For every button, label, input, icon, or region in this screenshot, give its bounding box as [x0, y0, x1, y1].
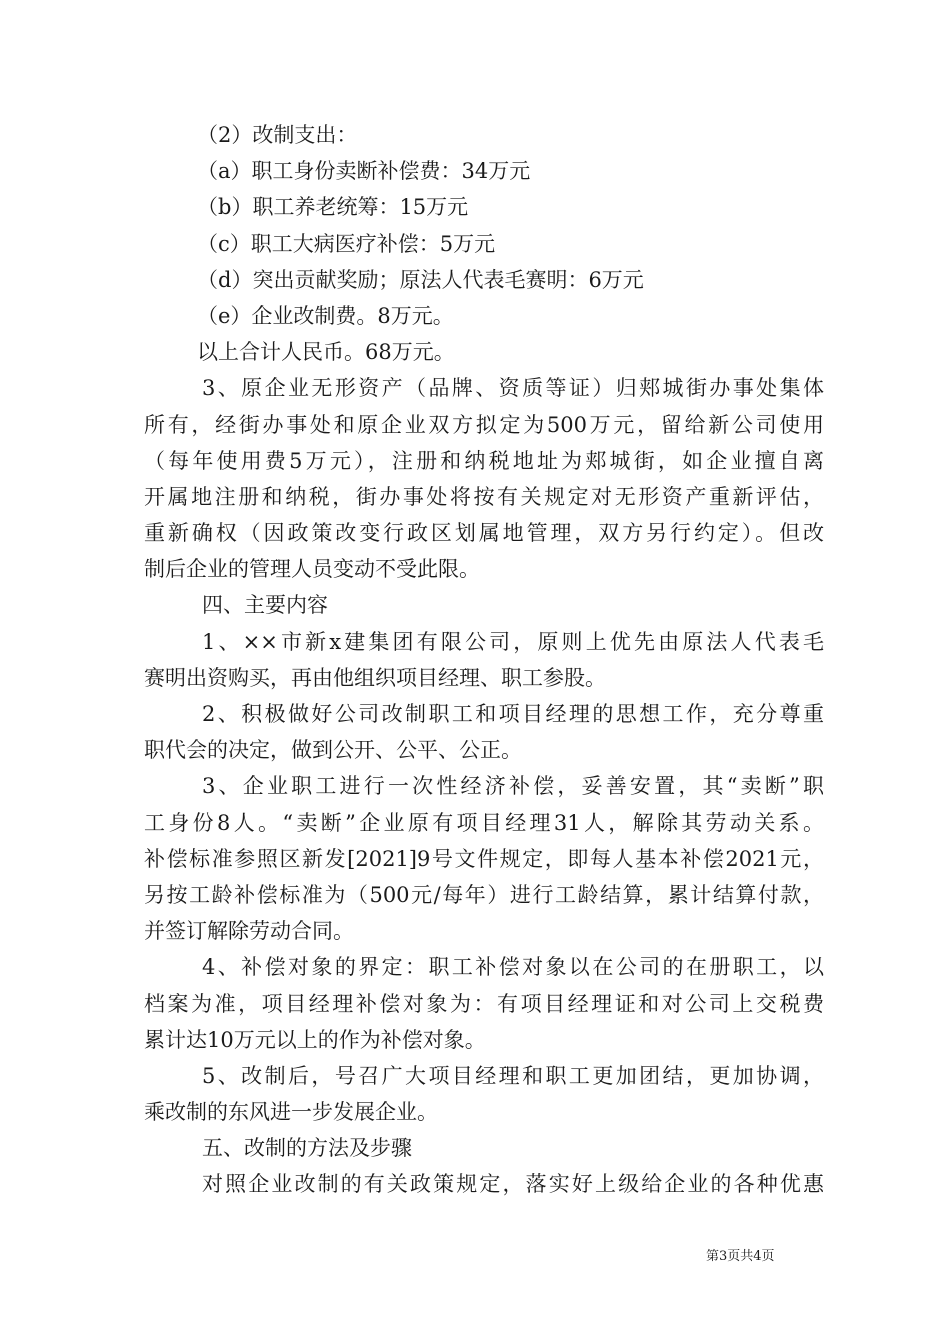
section-heading: 五、改制的方法及步骤: [202, 1136, 412, 1161]
paragraph-line: 开属地注册和纳税，街办事处将按有关规定对无形资产重新评估，: [144, 484, 824, 509]
paragraph-line: 并签订解除劳动合同。: [144, 919, 354, 944]
paragraph-line: （2）改制支出：: [197, 123, 358, 147]
paragraph-line: 累计达10万元以上的作为补偿对象。: [144, 1027, 486, 1052]
paragraph-line: 补偿标准参照区新发[2021]9号文件规定，即每人基本补偿2021元，: [144, 846, 824, 871]
paragraph-line: （c）职工大病医疗补偿：5万元: [197, 231, 496, 256]
paragraph-line: （每年使用费5万元），注册和纳税地址为郏城街，如企业擅自离: [144, 448, 824, 473]
paragraph-line: （a）职工身份卖断补偿费：34万元: [197, 159, 531, 184]
paragraph-line: 档案为准，项目经理补偿对象为：有项目经理证和对公司上交税费: [144, 991, 824, 1016]
paragraph-line: 5、改制后，号召广大项目经理和职工更加团结，更加协调，: [202, 1063, 824, 1088]
section-heading: 四、主要内容: [202, 593, 328, 618]
paragraph-line: 重新确权（因政策改变行政区划属地管理，双方另行约定）。但改: [144, 521, 824, 546]
page-number: 第3页共4页: [706, 1249, 775, 1264]
paragraph-line: 赛明出资购买，再由他组织项目经理、职工参股。: [144, 665, 606, 690]
paragraph-line: 制后企业的管理人员变动不受此限。: [144, 557, 480, 582]
paragraph-line: 2、积极做好公司改制职工和项目经理的思想工作，充分尊重: [202, 702, 824, 726]
paragraph-line: （d）突出贡献奖励；原法人代表毛赛明：6万元: [197, 267, 644, 292]
paragraph-line: 对照企业改制的有关政策规定，落实好上级给企业的各种优惠: [202, 1172, 824, 1197]
document-body: [144, 117, 824, 1203]
paragraph-line: 以上合计人民币。68万元。: [197, 340, 455, 365]
paragraph-line: 工身份8人。“卖断”企业原有项目经理31人，解除其劳动关系。: [144, 810, 824, 835]
paragraph-line: （e）企业改制费。8万元。: [197, 303, 454, 328]
paragraph-line: 3、原企业无形资产（品牌、资质等证）归郏城街办事处集体: [202, 376, 824, 401]
paragraph-line: 3、企业职工进行一次性经济补偿，妥善安置，其“卖断”职: [202, 774, 824, 799]
paragraph-line: 乘改制的东风进一步发展企业。: [144, 1100, 438, 1125]
paragraph-line: 职代会的决定，做到公开、公平、公正。: [144, 738, 522, 763]
paragraph-line: 1、××市新x建集团有限公司，原则上优先由原法人代表毛: [202, 629, 824, 654]
paragraph-line: 4、补偿对象的界定：职工补偿对象以在公司的在册职工，以: [202, 955, 824, 980]
paragraph-line: 所有，经街办事处和原企业双方拟定为500万元，留给新公司使用: [144, 412, 824, 437]
paragraph-line: 另按工龄补偿标准为（500元/每年）进行工龄结算，累计结算付款，: [144, 882, 824, 907]
paragraph-line: （b）职工养老统筹：15万元: [197, 195, 469, 220]
